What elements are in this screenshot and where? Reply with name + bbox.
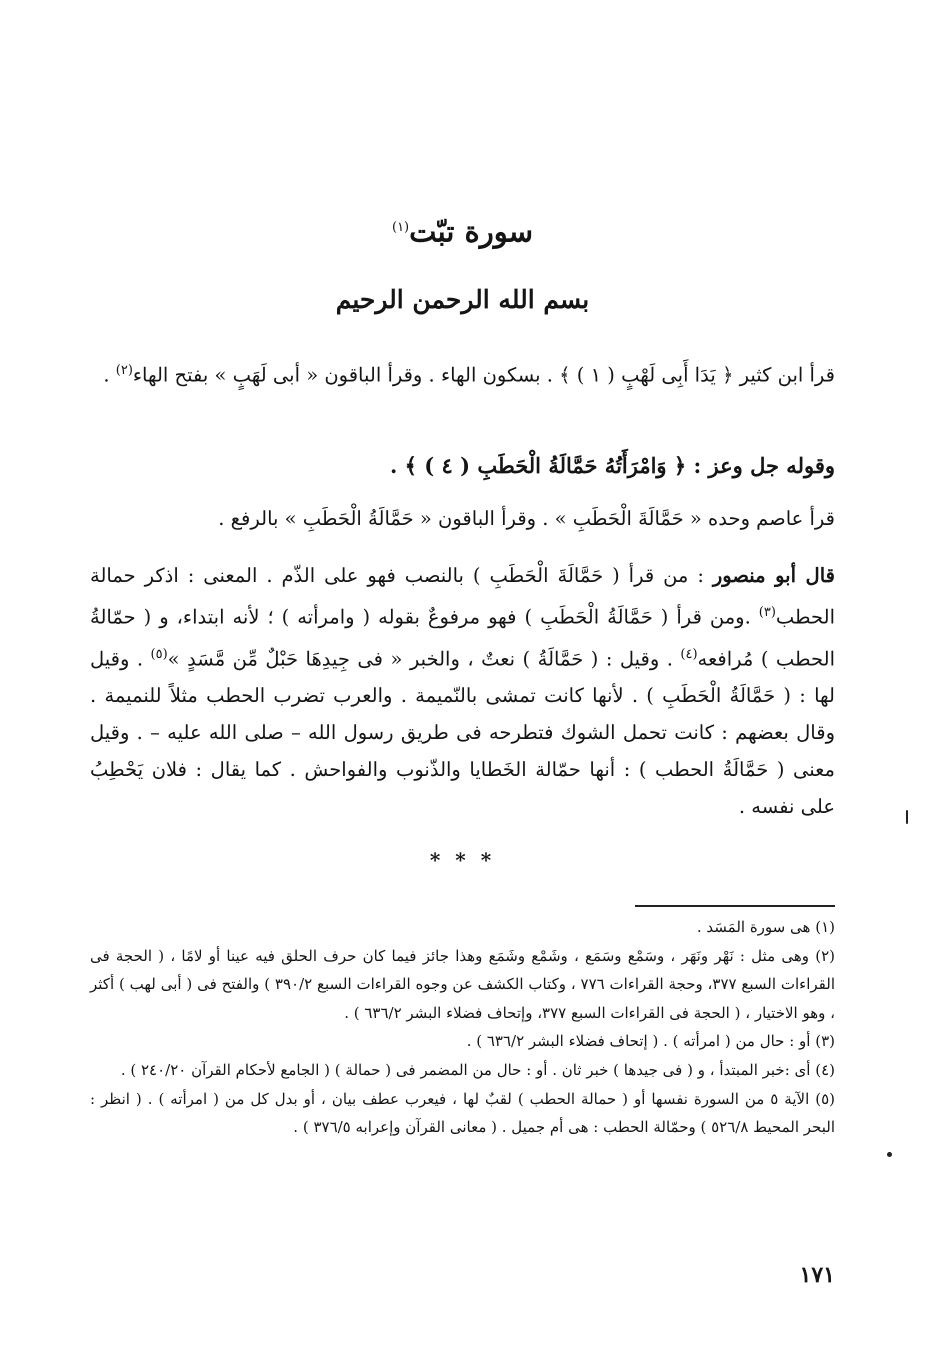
footnote xyxy=(90,1085,835,1142)
paragraph-abu-mansur xyxy=(90,557,835,825)
footnote xyxy=(90,942,835,1028)
surah-title xyxy=(0,208,925,252)
scan-mark xyxy=(906,810,908,824)
footnote xyxy=(90,1027,835,1056)
footnote-ref-3: (٣) xyxy=(758,605,776,620)
footnote-text: وهى مثل : نَهْر ونَهَر ، وسَمْع وسَمَع ، وشَمْع وشَمَع وهذا جائز فيما كان حرف الحلق فيه عينا أو لامًا ، ( الحجة فى القراءات السبع ٣٧٧، وحجة القراءات ٧٧٦ ، وكتاب الكشف عن وجوه القراءات السبع ٣٩٠/٢ ) والفتح فى ( أبى لهب ) أكثر ، وهو الاختيار ، ( الحجة فى القراءات السبع ٣٧٧، وإتحاف فضلاء البشر ٦٣٦/٢ ) . xyxy=(90,946,835,1022)
paragraph-ibn-kathir xyxy=(90,352,835,394)
footnote-ref-1: (١) xyxy=(391,220,410,235)
footnote-text: الآية ٥ من السورة نفسها أو ( حمالة الحطب ) لقبٌ لها ، فيعرب عطف بيان ، أو بدل كل من ( امرأته ) . ( انظر : البحر المحيط ٥٢٦/٨ ) وحمّالة الحطب : هى أم جميل . ( معانى القرآن وإعرابه ٣٧٦/٥ ) . xyxy=(90,1089,835,1137)
footnote-number: (١) xyxy=(815,918,835,936)
paragraph-text-end: . xyxy=(103,363,116,387)
verse-heading: وقوله جل وعز : ﴿ وَامْرَأَتُهُ حَمَّالَةُ الْحَطَبِ ( ٤ ) ﴾ . xyxy=(390,453,835,478)
speaker-name: قال أبو منصور xyxy=(712,564,835,587)
footnote-text: أى :خبر المبتدأ ، و ( فى جيدها ) خبر ثان . أو : حال من المضمر فى ( حمالة ) ( الجامع لأحكام القرآن ٢٤٠/٢٠ ) . xyxy=(120,1060,811,1079)
page-number: ١٧١ xyxy=(799,1262,835,1288)
scan-speck xyxy=(887,1152,892,1157)
footnote-text: هى سورة المَسَد . xyxy=(696,918,811,936)
paragraph-asim: قرأ عاصم وحده « حَمَّالَةَ الْحَطَبِ » . وقرأ الباقون « حَمَّالَةُ الْحَطَبِ » بالرفع . xyxy=(218,507,835,530)
surah-title-text: سورة تبّت xyxy=(409,214,533,249)
paragraph-text: .ومن قرأ ( حَمَّالَةُ الْحَطَبِ ) فهو مرفوعٌ بقوله ( وامرأته ) ؛ لأنه ابتداء، و ( حمّالةُ الحطب ) مُرافعه xyxy=(90,605,835,670)
basmala: بسم الله الرحمن الرحيم xyxy=(335,285,590,314)
footnote-rule xyxy=(635,905,835,907)
footnote-number: (٤) xyxy=(815,1060,835,1079)
footnote-number: (٣) xyxy=(815,1032,835,1051)
footnote-ref-2: (٢) xyxy=(115,363,133,378)
footnote-number: (٢) xyxy=(815,946,835,965)
paragraph-text: : من قرأ ( حَمَّالَةَ الْحَطَبِ ) بالنصب فهو على الذّم . المعنى : اذكر حمالة الحطب xyxy=(90,564,835,629)
footnote xyxy=(90,913,835,942)
section-separator: * * * xyxy=(429,848,496,872)
footnote xyxy=(90,1056,835,1085)
footnote-ref-5: (٥) xyxy=(150,646,168,662)
footnote-ref-4: (٤) xyxy=(680,646,698,662)
footnotes xyxy=(90,913,835,1142)
footnote-number: (٥) xyxy=(815,1089,835,1108)
paragraph-text: قرأ ابن كثير ﴿ يَدَا أَبِى لَهْبٍ ( ١ ) ﴾ . بسكون الهاء . وقرأ الباقون « أبى لَهَبٍ » بفتح الهاء xyxy=(132,363,835,387)
paragraph-text: . وقيل لها : ( حَمَّالَةُ الْحَطَبِ ) . لأنها كانت تمشى بالنّميمة . والعرب تضرب الحطب مثلاً للنميمة . وقال بعضهم : كانت تحمل الشوك فتطرحه فى طريق رسول الله – صلى الله عليه – . وقيل معنى ( حَمَّالَةُ الحطب ) : أنها حمّالة الخَطايا والذّنوب والفواحش . كما يقال : فلان يَحْطِبُ على نفسه . xyxy=(90,647,835,818)
paragraph-text: . وقيل : ( حَمَّالَةُ ) نعتٌ ، والخبر « فى جِيدِهَا حَبْلٌ مِّن مَّسَدٍ » xyxy=(167,647,681,670)
footnote-text: أو : حال من ( امرأته ) . ( إتحاف فضلاء البشر ٦٣٦/٢ ) . xyxy=(466,1032,811,1051)
